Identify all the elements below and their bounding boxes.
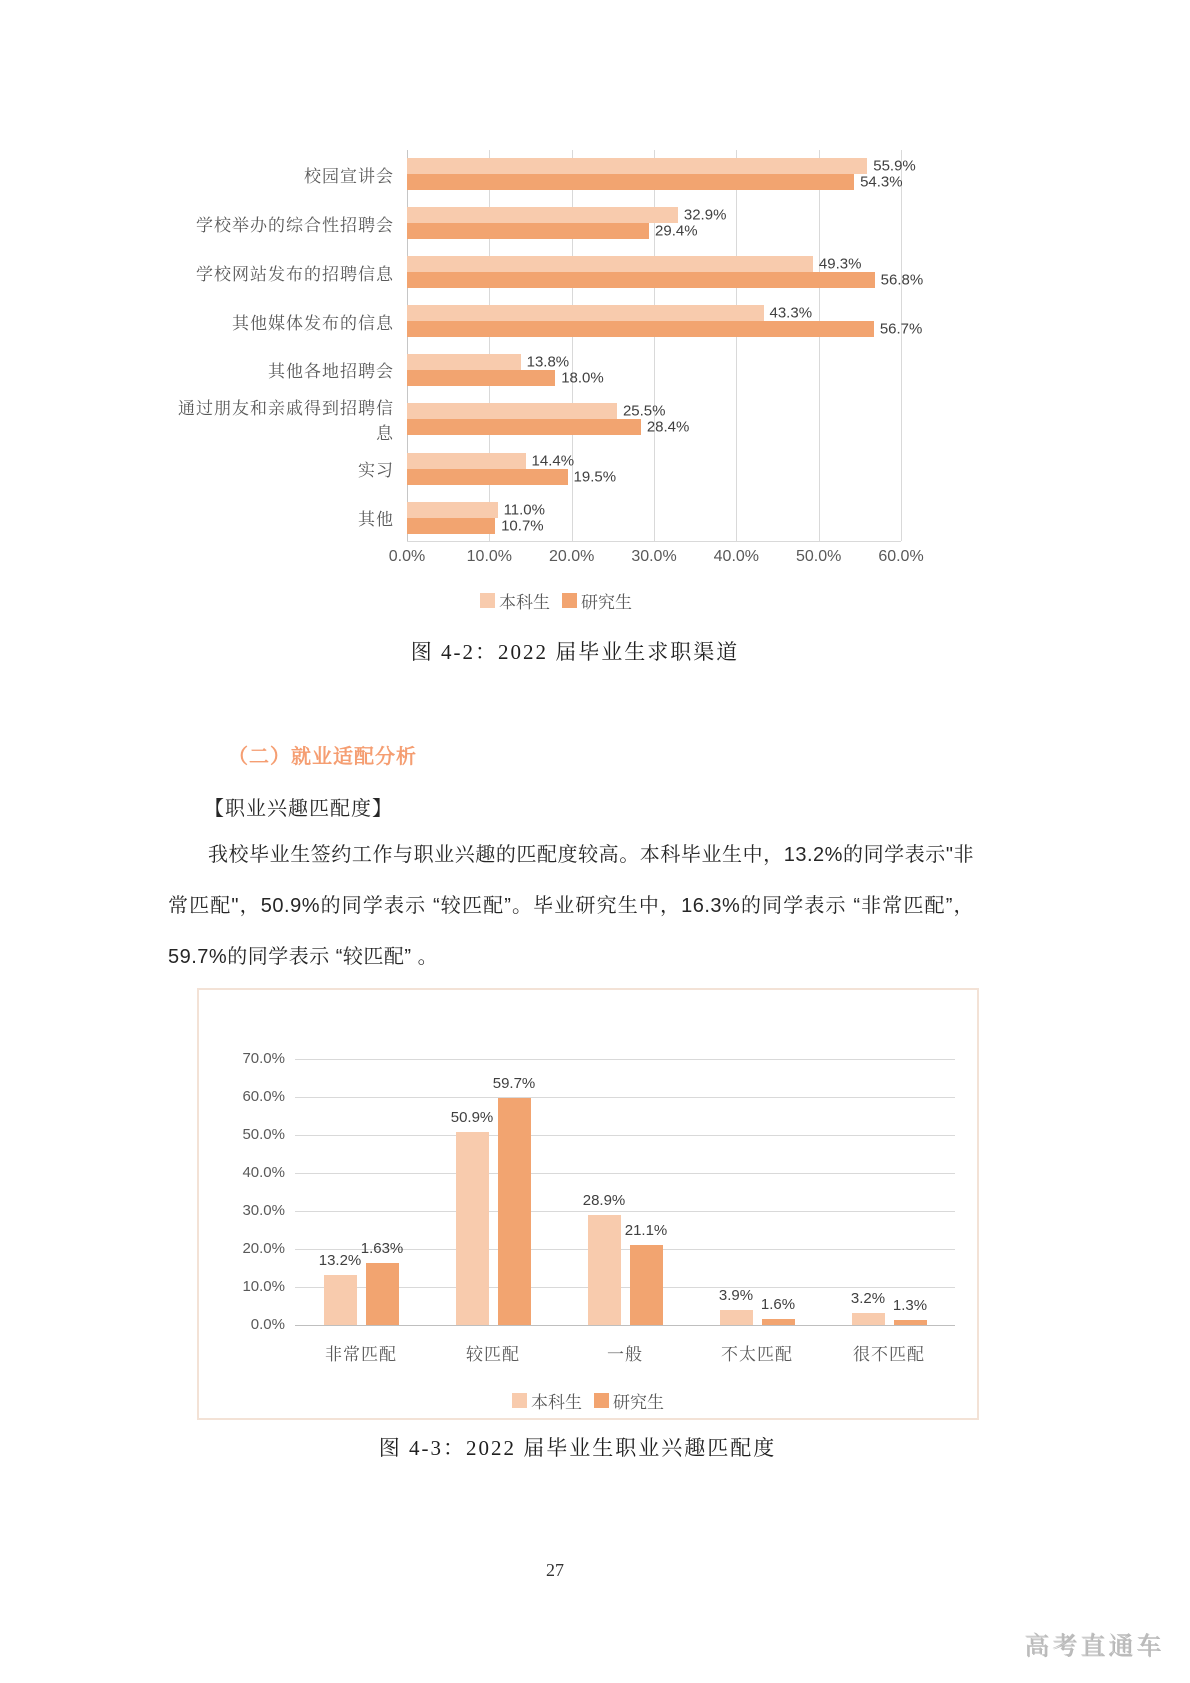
bar-line <box>407 354 901 370</box>
axis-tick-label: 10.0% <box>242 1278 285 1295</box>
bar-area <box>407 304 923 338</box>
bar-area <box>407 354 901 386</box>
category-label: 不太匹配 <box>721 1345 793 1364</box>
page-number: 27 <box>546 1560 564 1580</box>
bar-line <box>407 453 901 469</box>
bar-undergraduate <box>720 1310 753 1325</box>
undergraduate-swatch-icon <box>512 1393 527 1408</box>
bar-value-label: 19.5% <box>573 468 617 486</box>
axis-tick-label: 50.0% <box>242 1126 285 1143</box>
graduate-swatch-icon <box>562 593 577 608</box>
bar-line <box>407 370 901 386</box>
axis-tick-label: 40.0% <box>242 1164 285 1181</box>
bar-graduate <box>407 370 555 386</box>
bar-graduate <box>762 1319 795 1325</box>
chart-category-row <box>172 150 916 199</box>
bar-value-label: 14.4% <box>531 452 575 470</box>
bar-area <box>407 502 901 534</box>
category-label: 其他媒体发布的信息 <box>232 313 394 333</box>
bar-value-label: 59.7% <box>492 1075 536 1093</box>
watermark: 高考直通车 <box>1023 1632 1164 1660</box>
bar-value-label: 28.4% <box>646 418 690 436</box>
legend-item-undergraduate <box>480 588 550 613</box>
bar-graduate <box>407 272 875 288</box>
chart2-legend <box>512 1388 664 1413</box>
category-label: 较匹配 <box>466 1345 520 1364</box>
chart-category-row <box>172 345 901 394</box>
legend-label: 研究生 <box>581 593 632 612</box>
job-channel-chart <box>172 150 924 542</box>
category-label: 实习 <box>358 461 394 481</box>
axis-tick-label: 60.0% <box>878 548 924 565</box>
graduate-swatch-icon <box>594 1393 609 1408</box>
subsection-heading: 【职业兴趣匹配度】 <box>204 798 393 820</box>
bar-value-label: 13.8% <box>526 353 570 371</box>
gridline <box>901 150 902 541</box>
bar-graduate <box>498 1098 531 1325</box>
legend-label: 研究生 <box>613 1393 664 1412</box>
chart-category-row <box>172 444 901 493</box>
bar-value-label: 56.8% <box>880 271 924 289</box>
bar-value-label: 1.63% <box>360 1240 404 1258</box>
gridline <box>295 1059 955 1060</box>
bar-undergraduate <box>588 1215 621 1325</box>
legend-label: 本科生 <box>499 593 550 612</box>
gridline <box>295 1173 955 1174</box>
bar-line <box>407 207 901 223</box>
bar-undergraduate <box>407 207 678 223</box>
bar-graduate <box>366 1263 399 1325</box>
gridline <box>295 1097 955 1098</box>
chart-category-row <box>172 394 901 444</box>
bar-area <box>407 403 901 435</box>
legend-label: 本科生 <box>531 1393 582 1412</box>
bar-value-label: 54.3% <box>860 173 903 191</box>
category-label: 非常匹配 <box>325 1345 397 1364</box>
bar-line <box>407 403 901 419</box>
category-label: 学校网站发布的招聘信息 <box>196 264 394 284</box>
bar-value-label: 32.9% <box>683 206 727 224</box>
bar-value-label: 29.4% <box>655 222 698 240</box>
bar-graduate <box>407 223 649 239</box>
category-label: 其他各地招聘会 <box>268 362 394 382</box>
bar-value-label: 18.0% <box>561 369 604 387</box>
figure-4-3-caption: 图 4-3：2022 届毕业生职业兴趣匹配度 <box>378 1436 777 1460</box>
legend-item-graduate <box>562 588 632 613</box>
axis-tick-label: 0.0% <box>388 548 426 565</box>
bar-undergraduate <box>852 1313 885 1325</box>
bar-line <box>407 419 901 435</box>
bar-area <box>407 453 901 485</box>
bar-line <box>407 157 916 175</box>
axis-tick-label: 20.0% <box>242 1240 285 1257</box>
c1-xaxis <box>388 548 924 568</box>
axis-tick-label: 30.0% <box>242 1202 285 1219</box>
bar-value-label: 28.9% <box>582 1192 626 1210</box>
bar-value-label: 1.3% <box>892 1297 928 1315</box>
gridline <box>295 1325 955 1326</box>
bar-graduate <box>407 321 874 337</box>
bar-value-label: 50.9% <box>450 1108 494 1126</box>
figure-4-2-caption: 图 4-2：2022 届毕业生求职渠道 <box>410 640 740 664</box>
bar-undergraduate <box>407 256 813 272</box>
bar-line <box>407 223 901 239</box>
bar-undergraduate <box>456 1132 489 1325</box>
c2-plot <box>295 1059 955 1325</box>
bar-line <box>407 469 901 485</box>
axis-tick-label: 10.0% <box>466 548 513 565</box>
bar-value-label: 43.3% <box>769 304 813 322</box>
bar-value-label: 21.1% <box>624 1221 668 1239</box>
axis-tick-label: 60.0% <box>242 1088 285 1105</box>
chart-category-row <box>172 199 901 248</box>
axis-tick-label: 50.0% <box>795 548 842 565</box>
bar-value-label: 3.9% <box>718 1287 754 1305</box>
bar-value-label: 55.9% <box>873 157 916 175</box>
bar-undergraduate <box>407 403 617 419</box>
category-label: 一般 <box>607 1345 643 1364</box>
bar-undergraduate <box>407 453 526 469</box>
chart1-legend <box>480 588 632 613</box>
bar-graduate <box>407 419 641 435</box>
gridline <box>295 1135 955 1136</box>
chart-category-row <box>172 248 924 297</box>
section-heading: （二）就业适配分析 <box>228 746 417 768</box>
c2-ylabels <box>199 990 285 1418</box>
chart-category-row <box>172 297 923 346</box>
bar-line <box>407 271 924 289</box>
axis-tick-label: 30.0% <box>631 548 677 565</box>
bar-undergraduate <box>407 305 764 321</box>
c1-rows <box>172 150 924 542</box>
bar-value-label: 49.3% <box>818 255 862 273</box>
chart-category-row <box>172 493 901 542</box>
bar-value-label: 11.0% <box>503 501 545 519</box>
bar-undergraduate <box>407 354 521 370</box>
bar-graduate <box>630 1245 663 1325</box>
bar-value-label: 10.7% <box>501 517 544 535</box>
bar-area <box>407 207 901 239</box>
bar-graduate <box>407 518 495 534</box>
c2-xlabels <box>295 1340 955 1366</box>
undergraduate-swatch-icon <box>480 593 495 608</box>
category-label: 通过朋友和亲戚得到招聘信息 <box>178 399 394 444</box>
interest-match-chart <box>197 988 979 1420</box>
bar-value-label: 13.2% <box>318 1251 362 1269</box>
bar-value-label: 3.2% <box>850 1289 886 1307</box>
bar-graduate <box>407 174 854 190</box>
bar-line <box>407 320 923 338</box>
bar-line <box>407 518 901 534</box>
bar-line <box>407 305 901 321</box>
axis-tick-label: 40.0% <box>713 548 760 565</box>
axis-tick-label: 20.0% <box>548 548 595 565</box>
bar-line <box>407 256 901 272</box>
body-paragraph: 我校毕业生签约工作与职业兴趣的匹配度较高。本科毕业生中，13.2%的同学表示"非常匹配"，50.9%的同学表示 “较匹配”。毕业研究生中，16.3%的同学表示 “非常匹配”，59.7%的同学表示 “较匹配” 。 <box>168 844 974 968</box>
bar-value-label: 56.7% <box>879 320 923 338</box>
bar-graduate <box>894 1320 927 1325</box>
category-label: 校园宣讲会 <box>304 166 394 186</box>
category-label: 学校举办的综合性招聘会 <box>196 215 394 235</box>
bar-graduate <box>407 469 568 485</box>
bar-line <box>407 502 901 518</box>
axis-tick-label: 0.0% <box>250 1316 285 1333</box>
bar-undergraduate <box>407 158 867 174</box>
bar-line <box>407 174 901 190</box>
gridline <box>295 1211 955 1212</box>
bar-area <box>407 157 916 191</box>
legend-item-graduate <box>594 1388 664 1413</box>
legend-item-undergraduate <box>512 1388 582 1413</box>
axis-tick-label: 70.0% <box>242 1050 285 1067</box>
bar-value-label: 1.6% <box>760 1295 796 1313</box>
category-label: 其他 <box>358 510 394 530</box>
category-label: 很不匹配 <box>853 1345 925 1364</box>
bar-value-label: 25.5% <box>622 402 666 420</box>
bar-area <box>407 255 924 289</box>
bar-undergraduate <box>324 1275 357 1325</box>
bar-undergraduate <box>407 502 498 518</box>
